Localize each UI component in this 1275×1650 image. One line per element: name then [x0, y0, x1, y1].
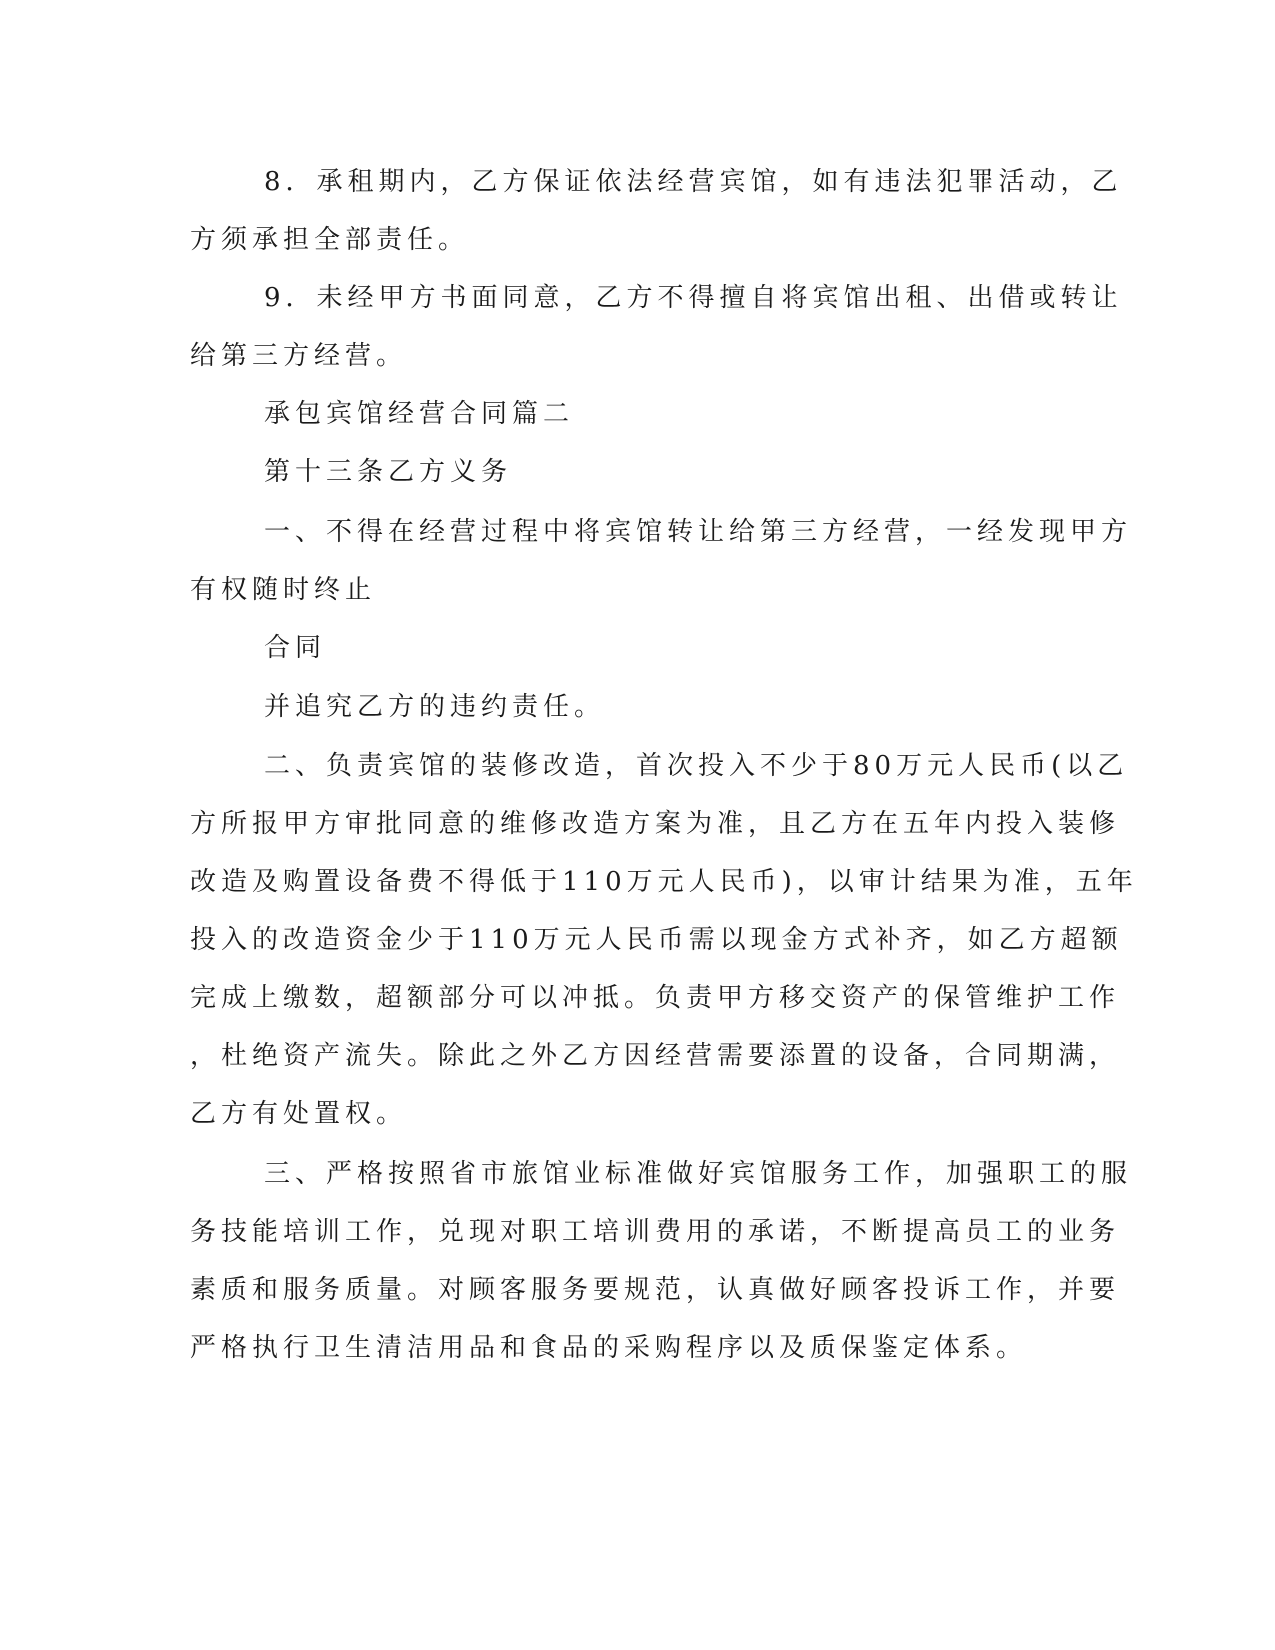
article-heading: 第十三条乙方义务	[264, 457, 513, 487]
item-3-line-1: 三、严格按照省市旅馆业标准做好宾馆服务工作，加强职工的服	[264, 1159, 1133, 1189]
item-1-line-3: 合同	[264, 633, 327, 663]
item-3-line-2: 务技能培训工作，兑现对职工培训费用的承诺，不断提高员工的业务	[190, 1217, 1121, 1247]
clause-9-line-2: 给第三方经营。	[190, 341, 408, 371]
item-1-line-4: 并追究乙方的违约责任。	[264, 692, 606, 722]
item-3-line-4: 严格执行卫生清洁用品和食品的采购程序以及质保鉴定体系。	[190, 1333, 1028, 1363]
item-1-line-2: 有权随时终止	[190, 575, 377, 605]
item-2-line-2: 方所报甲方审批同意的维修改造方案为准，且乙方在五年内投入装修	[190, 809, 1121, 839]
clause-8-line-2: 方须承担全部责任。	[190, 225, 470, 255]
item-2-line-7: 乙方有处置权。	[190, 1099, 408, 1129]
item-2-line-3: 改造及购置设备费不得低于110万元人民币)，以审计结果为准，五年	[190, 867, 1138, 897]
item-3-line-3: 素质和服务质量。对顾客服务要规范，认真做好顾客投诉工作，并要	[190, 1275, 1121, 1305]
clause-8-line-1: 8．承租期内，乙方保证依法经营宾馆，如有违法犯罪活动，乙	[264, 167, 1123, 197]
section-heading: 承包宾馆经营合同篇二	[264, 399, 575, 429]
clause-9-line-1: 9．未经甲方书面同意，乙方不得擅自将宾馆出租、出借或转让	[264, 283, 1123, 313]
item-2-line-1: 二、负责宾馆的装修改造，首次投入不少于80万元人民币(以乙	[264, 751, 1129, 781]
item-2-line-5: 完成上缴数，超额部分可以冲抵。负责甲方移交资产的保管维护工作	[190, 983, 1121, 1013]
item-2-line-4: 投入的改造资金少于110万元人民币需以现金方式补齐，如乙方超额	[190, 925, 1123, 955]
item-1-line-1: 一、不得在经营过程中将宾馆转让给第三方经营，一经发现甲方	[264, 517, 1133, 547]
item-2-line-6: ，杜绝资产流失。除此之外乙方因经营需要添置的设备，合同期满，	[190, 1041, 1121, 1071]
